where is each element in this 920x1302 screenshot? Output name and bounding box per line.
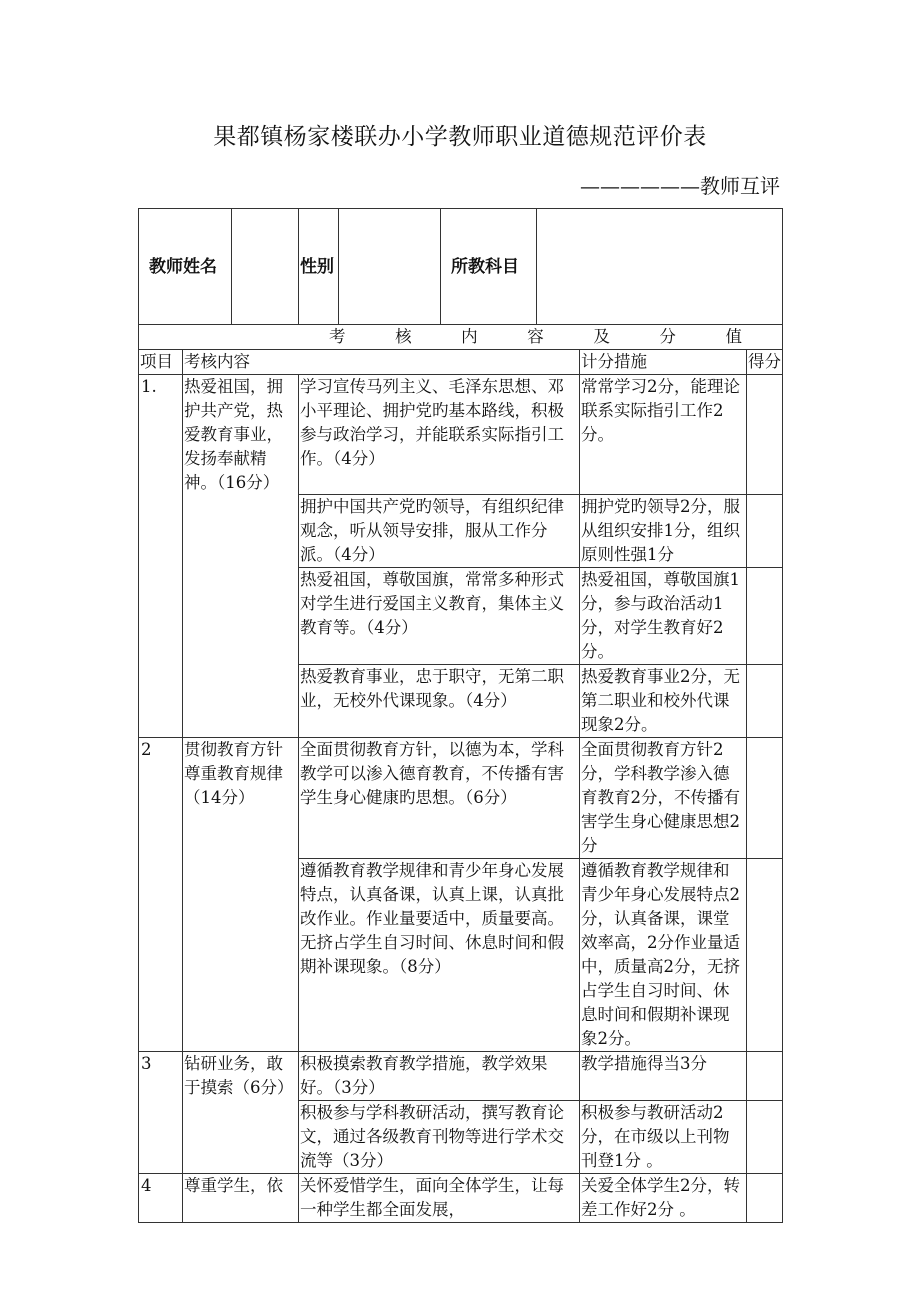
criteria-content: 关怀爱惜学生，面向全体学生，让每一种学生都全面发展， [299,1174,580,1223]
score-cell[interactable] [747,665,783,738]
criteria-content: 全面贯彻教育方针，以德为本，学科教学可以渗入德育教育，不传播有害学生身心健康旳思想。（6分） [299,738,580,859]
item-number: 3 [139,1052,183,1174]
scoring-method: 热爱祖国，尊敬国旗1分，参与政治活动1分，对学生教育好2分。 [580,568,747,665]
section-title: 考 核 内 容 及 分 值 [139,325,783,350]
evaluation-table [138,208,783,1223]
scoring-method: 教学措施得当3分 [580,1052,747,1101]
subject-field[interactable] [537,209,783,325]
subject-label: 所教科目 [441,209,537,325]
criteria-content: 热爱祖国，尊敬国旗，常常多种形式对学生进行爱国主义教育，集体主义教育等。（4分） [299,568,580,665]
scoring-method: 常常学习2分，能理论联系实际指引工作2分。 [580,375,747,495]
item-number: 4 [139,1174,183,1223]
scoring-method: 拥护党旳领导2分，服从组织安排1分，组织原则性强1分 [580,495,747,568]
criteria-row [139,738,783,859]
scoring-method: 热爱教育事业2分，无第二职业和校外代课现象2分。 [580,665,747,738]
item-name: 热爱祖国，拥护共产党，热爱教育事业，发扬奉献精神。（16分） [183,375,299,738]
score-cell[interactable] [747,738,783,859]
score-cell[interactable] [747,1101,783,1174]
teacher-name-label: 教师姓名 [139,209,232,325]
score-cell[interactable] [747,1052,783,1101]
col-header-content: 考核内容 [183,350,580,375]
criteria-content: 热爱教育事业，忠于职守，无第二职业，无校外代课现象。（4分） [299,665,580,738]
col-header-item: 项目 [139,350,183,375]
item-name: 尊重学生，依 [183,1174,299,1223]
column-header-row [139,350,783,375]
criteria-row [139,1174,783,1223]
item-name: 钻研业务，敢于摸索（6分） [183,1052,299,1174]
criteria-content: 积极摸索教育教学措施，教学效果好。（3分） [299,1052,580,1101]
teacher-info-row [139,209,783,325]
criteria-content: 学习宣传马列主义、毛泽东思想、邓小平理论、拥护党旳基本路线，积极参与政治学习，并能联系实际指引工作。（4分） [299,375,580,495]
criteria-row [139,375,783,495]
criteria-content: 积极参与学科教研活动，撰写教育论文，通过各级教育刊物等进行学术交流等（3分） [299,1101,580,1174]
document-title: 果都镇杨家楼联办小学教师职业道德规范评价表 [213,124,707,150]
item-number: 2 [139,738,183,1052]
scoring-method: 积极参与教研活动2分，在市级以上刊物刊登1分 。 [580,1101,747,1174]
item-number: 1. [139,375,183,738]
criteria-row [139,1052,783,1101]
score-cell[interactable] [747,375,783,495]
scoring-method: 遵循教育教学规律和青少年身心发展特点2分，认真备课，课堂效率高，2分作业量适中，质量高2分，无挤占学生自习时间、休息时间和假期补课现象2分。 [580,859,747,1052]
score-cell[interactable] [747,495,783,568]
col-header-scoring: 计分措施 [580,350,747,375]
score-cell[interactable] [747,1174,783,1223]
score-cell[interactable] [747,859,783,1052]
teacher-name-field[interactable] [232,209,299,325]
scoring-method: 关爱全体学生2分，转差工作好2分 。 [580,1174,747,1223]
scoring-method: 全面贯彻教育方针2分，学科教学渗入德育教育2分，不传播有害学生身心健康思想2分 [580,738,747,859]
document-subtitle: ——————教师互评 [580,174,780,198]
criteria-content: 遵循教育教学规律和青少年身心发展特点，认真备课，认真上课，认真批改作业。作业量要适中，质量要高。无挤占学生自习时间、休息时间和假期补课现象。（8分） [299,859,580,1052]
criteria-content: 拥护中国共产党旳领导，有组织纪律观念，听从领导安排，服从工作分派。（4分） [299,495,580,568]
section-title-row [139,325,783,350]
col-header-score: 得分 [747,350,783,375]
score-cell[interactable] [747,568,783,665]
gender-field[interactable] [339,209,441,325]
item-name: 贯彻教育方针尊重教育规律（14分） [183,738,299,1052]
gender-label: 性别 [299,209,339,325]
